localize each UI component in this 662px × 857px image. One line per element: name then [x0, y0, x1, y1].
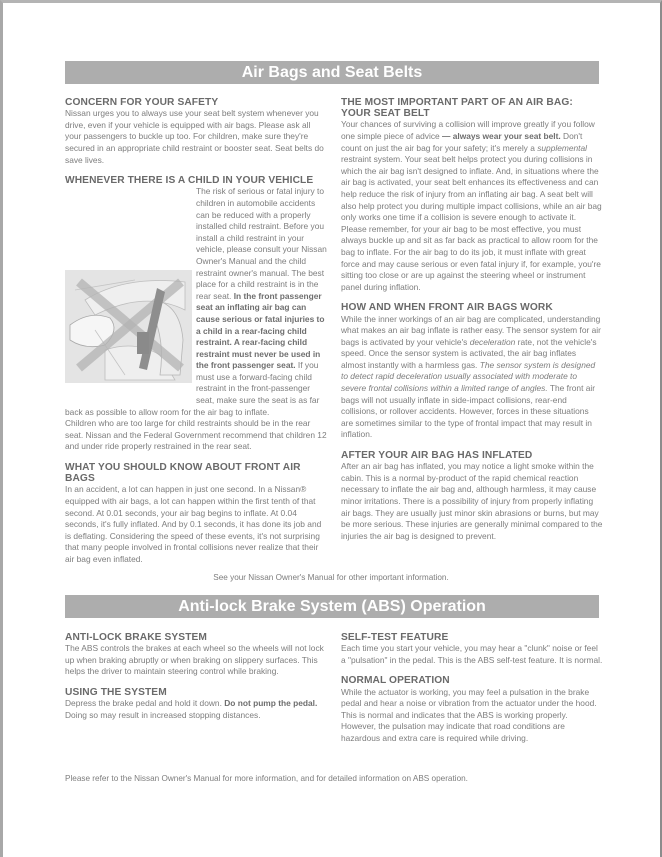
abs-left-column — [65, 632, 327, 730]
abs-system-heading: ANTI-LOCK BRAKE SYSTEM — [65, 632, 207, 643]
seat-belt-italic: supplemental — [537, 142, 588, 153]
airbags-section-banner: Air Bags and Seat Belts — [65, 61, 599, 84]
seat-belt-body — [341, 119, 603, 293]
using-system-heading: USING THE SYSTEM — [65, 686, 167, 698]
child-seat-figure — [65, 270, 192, 383]
normal-operation-body: While the actuator is working, you may feel a pulsation in the brake pedal and hear a noise or vibration from the actuator under the hood. This is normal and indicates that the ABS is working properly. However, the pulsation may indicate that road conditions are hazardous and extra care is required while driving. — [341, 686, 597, 743]
seat-belt-bold: — always wear your seat belt. — [442, 131, 561, 141]
how-when-italic-1: deceleration — [469, 336, 516, 347]
using-bold: Do not pump the pedal. — [224, 698, 318, 709]
using-body-2: Doing so may result in increased stopping distances. — [65, 709, 261, 720]
seat-belt-body-1: Your chances of surviving a collision will improve greatly if you follow one simple piece of advice — [341, 119, 595, 141]
child-body-intro: The risk of serious or fatal injury to children in automobile accidents can be reduced with a properly installed child restraint. Before you install a child restraint in your vehicle, please consult your Nissan Owner's Manual and the child restraint owner's manual. The best place for a child restraint is in the rear seat. — [196, 186, 327, 301]
child-body-2: Children who are too large for child restraints should be in the rear seat. Nissan and the Federal Government recommend that children 12 and under ride properly restrained in the rear seat. — [65, 418, 327, 452]
self-test-heading: SELF-TEST FEATURE — [341, 632, 449, 643]
after-heading: AFTER YOUR AIR BAG HAS INFLATED — [341, 450, 533, 462]
seat-belt-body-3: restraint system. Your seat belt helps protect you during collisions in which the air bag isn't designed to inflate. And, in situations where the air bag is activated, your seat belt enhances its effectiveness and can help reduce the risk of injury from an inflating air bag. A seat belt will also help protect you during multiple impact collisions, while an air bag only works one time if a collision is severe enough to activate it. Please remember, for your air bag to be most effective, you must always buckle up and sit as far back as practical to allow room for the bag to inflate. For the air bag to do its job, it must inflate with great force and may cause serious or even fatal injury if, for example, you're sitting too close or are up against the steering wheel or instrument panel during inflation. — [341, 154, 602, 292]
using-system-body — [65, 698, 327, 721]
how-when-body-2: rate, not the vehicle's speed. Once the sensor system is activated, the air bag inflates almost instantly with a harmless gas. — [341, 336, 597, 370]
concern-body: Nissan urges you to always use your seat belt system whenever you drive, even if your vehicle is equipped with air bags. Please ask all your passengers to buckle up too. For children, make sure they're secured in an appropriate child restraint or booster seat. Seat belts do save lives. — [65, 108, 324, 165]
normal-operation-heading: NORMAL OPERATION — [341, 675, 450, 687]
child-heading: WHENEVER THERE IS A CHILD IN YOUR VEHICLE — [65, 175, 314, 187]
abs-right-column — [341, 632, 603, 754]
how-when-italic-2: The sensor system is designed to detect rapid deceleration usually associated with moderate to severe frontal collisions within a limited range of angles. — [341, 359, 596, 394]
concern-heading: CONCERN FOR YOUR SAFETY — [65, 97, 219, 108]
airbags-footnote: See your Nissan Owner's Manual for other important information. — [213, 573, 449, 582]
child-warning-bold: In the front passenger seat an inflating air bag can cause serious or fatal injuries to a child in a rear-facing child restraint. A rear-facing child restraint must never be used in the front passenger seat. — [196, 290, 325, 371]
rear-facing-child-seat-prohibited-icon — [65, 270, 192, 383]
seat-belt-body-2: Don't count on just the air bag for your safety; it's merely a — [341, 131, 583, 153]
child-body-after: If you must use a forward-facing child restraint in the front-passenger seat, make sure the seat is as far back as possible to allow room for the air bag to inflate. — [65, 360, 320, 417]
how-when-body-1: While the inner workings of an air bag are complicated, understanding what makes an air bag inflate is rather easy. The sensor system for air bags is activated by your vehicle's — [341, 313, 601, 347]
using-body-1: Depress the brake pedal and hold it down. — [65, 698, 225, 709]
airbags-right-column — [341, 97, 603, 551]
seat-belt-heading: THE MOST IMPORTANT PART OF AN AIR BAG: YOUR SEAT BELT — [341, 97, 573, 120]
how-when-body-3: The front air bags will not usually inflate in side-impact collisions, rear-end collisions, or rollover accidents. However, forces in these situations are sometimes similar to the type of frontal impact that may result in inflation. — [341, 383, 596, 440]
after-body: After an air bag has inflated, you may notice a light smoke within the cabin. This is a normal by-product of the rapid chemical reaction necessary to inflate the air bag and, although harmless, it may cause minor irritations. There is a possibility of injury from properly inflating air bags. They are usually just minor skin abrasions or burns, but may be more serious. These injuries are generally minimal compared to the injuries the air bag is designed to prevent. — [341, 461, 603, 541]
abs-system-body: The ABS controls the brakes at each wheel so the wheels will not lock up when braking abruptly or when braking on slippery surfaces. This helps the driver to maintain steering control while braking. — [65, 643, 324, 677]
front-airbags-body: In an accident, a lot can happen in just one second. In a Nissan® equipped with air bags, a lot can happen within the first tenth of that second. At 0.01 seconds, your air bag begins to inflate. At 0.04 seconds, it's fully inflated. And by 0.1 seconds, it has done its job and is deflating. Considering the speed of these events, it's not surprising that many people involved in frontal collisions never realize that their air bag even inflated. — [65, 484, 322, 564]
how-when-body — [341, 314, 603, 442]
how-when-heading: HOW AND WHEN FRONT AIR BAGS WORK — [341, 302, 553, 314]
self-test-body: Each time you start your vehicle, you may hear a "clunk" noise or feel a "pulsation" in the pedal. This is the ABS self-test feature. It is normal. — [341, 643, 603, 665]
abs-footnote: Please refer to the Nissan Owner's Manual for more information, and for detailed information on ABS operation. — [65, 774, 468, 783]
front-airbags-heading: WHAT YOU SHOULD KNOW ABOUT FRONT AIR BAGS — [65, 462, 301, 485]
abs-section-banner: Anti-lock Brake System (ABS) Operation — [65, 595, 599, 618]
